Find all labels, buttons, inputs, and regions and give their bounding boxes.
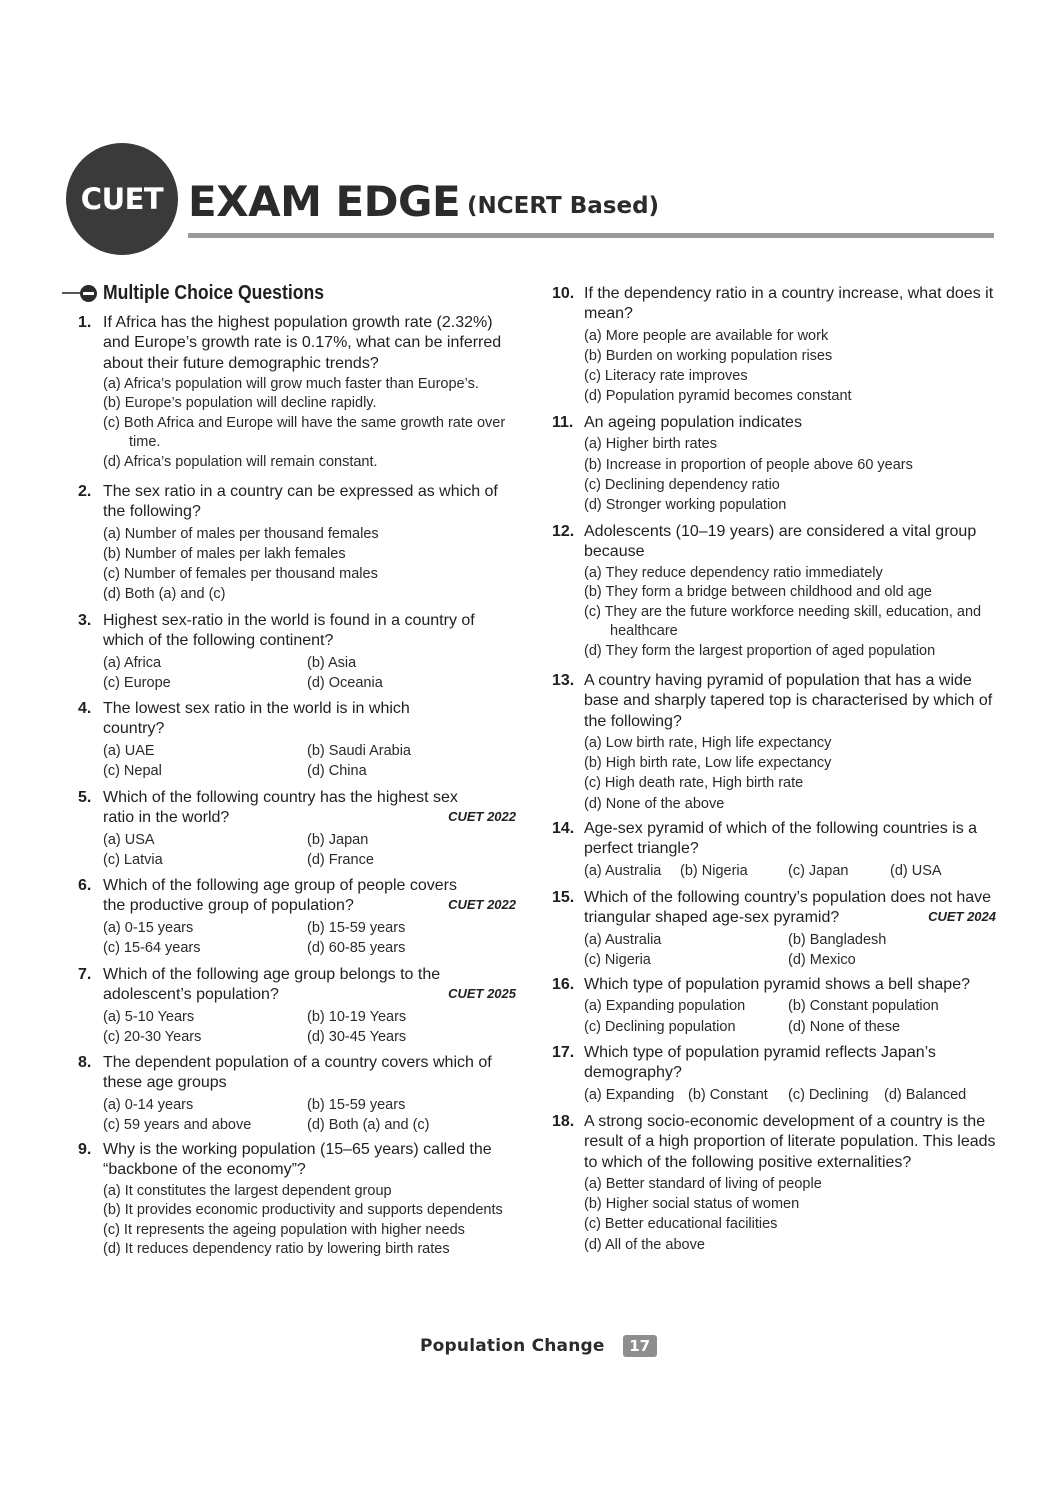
question-number: 6. [78, 877, 92, 894]
option: (a) More people are available for work [584, 327, 829, 344]
question-number: 15. [552, 889, 575, 906]
options [103, 741, 518, 782]
option: (a) Australia [584, 862, 662, 879]
section-title: Multiple Choice Questions [103, 281, 325, 304]
option: (a) Higher birth rates [584, 436, 717, 453]
question-number: 12. [552, 523, 575, 540]
options [584, 1085, 998, 1105]
option: (d) Oceania [307, 674, 383, 691]
option: (d) Population pyramid becomes constant [584, 388, 852, 405]
option: (d) China [307, 762, 367, 779]
question-17 [552, 1043, 998, 1105]
question-9 [78, 1140, 518, 1260]
question-text-content: Which of the following age group belongs to the adolescent’s population? [103, 966, 441, 1004]
options [584, 733, 998, 814]
question-10 [552, 284, 998, 407]
option: (c) Declining population [584, 1018, 736, 1035]
option: (a) Africa’s population will grow much faster than Europe’s. [103, 375, 479, 392]
option: (d) Both (a) and (c) [103, 586, 226, 603]
chapter-title: Population Change [420, 1336, 605, 1356]
options [584, 1174, 998, 1255]
page-footer [420, 1335, 657, 1357]
question-number: 11. [552, 414, 574, 431]
option: (a) 0-14 years [103, 1096, 194, 1113]
question-14 [552, 819, 998, 881]
options [584, 996, 998, 1037]
option: (b) Constant population [788, 998, 939, 1015]
option: (a) Expanding population [584, 998, 746, 1015]
question-number: 2. [78, 483, 92, 500]
question-text [103, 876, 518, 917]
option: (b) Higher social status of women [584, 1196, 800, 1213]
question-5 [78, 788, 518, 870]
option: (b) Number of males per lakh females [103, 545, 346, 562]
question-text: Adolescents (10–19 years) are considered a vital group because [584, 523, 977, 561]
question-text: The dependent population of a country covers which of these age groups [103, 1054, 492, 1092]
option: (c) Latvia [103, 851, 163, 868]
option: (d) Mexico [788, 951, 856, 968]
question-text: A country having pyramid of population that has a wide base and sharply tapered top is characterised by which of the following? [584, 672, 993, 730]
option: (c) 20-30 Years [103, 1028, 202, 1045]
question-number: 3. [78, 612, 92, 629]
question-text: If the dependency ratio in a country increase, what does it mean? [584, 285, 994, 323]
option: (d) None of the above [584, 795, 725, 812]
options [103, 524, 518, 605]
option: (d) All of the above [584, 1236, 705, 1253]
option: (c) 59 years and above [103, 1116, 252, 1133]
options [584, 861, 998, 881]
options [103, 918, 518, 959]
question-8 [78, 1053, 518, 1135]
options [584, 564, 998, 662]
exam-tag: CUET 2025 [448, 986, 516, 1002]
option: (b) Constant [688, 1086, 768, 1103]
option: (c) Number of females per thousand males [103, 566, 378, 583]
option: (c) 15-64 years [103, 939, 201, 956]
option: (b) Burden on working population rises [584, 347, 833, 364]
exam-tag: CUET 2022 [448, 809, 516, 825]
question-text: A strong socio-economic development of a country is the result of a high proportion of literate population. This leads to which of the following positive externalities? [584, 1113, 996, 1171]
cuet-badge [66, 143, 178, 255]
question-7 [78, 965, 518, 1047]
question-2 [78, 482, 518, 605]
heading-line [62, 292, 80, 294]
question-number: 4. [78, 700, 92, 717]
option: (a) Africa [103, 654, 162, 671]
option: (c) High death rate, High birth rate [584, 775, 804, 792]
option: (c) Europe [103, 674, 171, 691]
option: (d) None of these [788, 1018, 901, 1035]
option: (a) UAE [103, 742, 155, 759]
option: (d) It reduces dependency ratio by lowering birth rates [103, 1241, 450, 1258]
option: (b) Nigeria [680, 862, 748, 879]
question-text: Why is the working population (15–65 years) called the “backbone of the economy”? [103, 1141, 492, 1179]
page-number: 17 [623, 1335, 657, 1357]
option: (a) USA [103, 831, 155, 848]
option: (c) Nepal [103, 762, 162, 779]
question-text: If Africa has the highest population growth rate (2.32%) and Europe’s growth rate is 0.17%, what can be inferred about their future demographic trends? [103, 314, 502, 372]
options [103, 653, 518, 694]
page-title: EXAM EDGE [188, 177, 461, 226]
question-text: Which type of population pyramid reflects Japan’s demography? [584, 1044, 936, 1082]
question-4 [78, 699, 518, 781]
question-number: 13. [552, 672, 575, 689]
option: (a) It constitutes the largest dependent group [103, 1182, 392, 1199]
question-text-content: Which of the following country has the highest sex ratio in the world? [103, 789, 458, 827]
option: (c) Better educational facilities [584, 1216, 778, 1233]
option: (b) High birth rate, Low life expectancy [584, 755, 832, 772]
options [103, 1007, 518, 1048]
option: (d) 60-85 years [307, 939, 406, 956]
question-text: Highest sex-ratio in the world is found in a country of which of the following continent? [103, 612, 475, 650]
option: (b) Bangladesh [788, 931, 887, 948]
question-text: An ageing population indicates [584, 414, 802, 431]
option: (b) Saudi Arabia [307, 742, 411, 759]
question-text: The lowest sex ratio in the world is in which country? [103, 700, 410, 738]
option: (b) They form a bridge between childhood and old age [584, 584, 932, 601]
option: (d) 30-45 Years [307, 1028, 407, 1045]
option: (a) Better standard of living of people [584, 1175, 822, 1192]
option: (a) Low birth rate, High life expectancy [584, 734, 832, 751]
options [103, 1095, 518, 1136]
question-number: 7. [78, 966, 92, 983]
option: (b) Europe’s population will decline rapidly. [103, 395, 377, 412]
option: (b) Asia [307, 654, 357, 671]
option: (c) Declining [788, 1086, 869, 1103]
option: (b) 10-19 Years [307, 1008, 407, 1025]
option: (d) They form the largest proportion of aged population [584, 642, 936, 659]
options [584, 930, 998, 971]
options [103, 375, 518, 473]
question-number: 5. [78, 789, 92, 806]
question-12 [552, 522, 998, 661]
option: (a) Number of males per thousand females [103, 525, 379, 542]
question-11 [552, 413, 998, 515]
question-text-content: Which of the following country’s population does not have triangular shaped age-sex pyramid? [584, 889, 992, 927]
question-number: 8. [78, 1054, 92, 1071]
option: (a) Australia [584, 931, 662, 948]
question-16 [552, 975, 998, 1037]
option: (a) They reduce dependency ratio immediately [584, 564, 883, 581]
option: (a) Expanding [584, 1086, 675, 1103]
exam-tag: CUET 2024 [928, 909, 996, 925]
options [584, 434, 998, 515]
option: (c) Both Africa and Europe will have the same growth rate over time. [103, 414, 506, 451]
options [103, 830, 518, 871]
question-18 [552, 1112, 998, 1255]
question-text [584, 888, 998, 929]
minus-circle-icon [80, 285, 97, 302]
option: (d) Balanced [884, 1086, 967, 1103]
question-text-content: Which of the following age group of people covers the productive group of population? [103, 877, 457, 915]
option: (d) Both (a) and (c) [307, 1116, 430, 1133]
option: (b) 15-59 years [307, 1096, 406, 1113]
option: (d) USA [890, 862, 942, 879]
option: (c) Declining dependency ratio [584, 476, 780, 493]
section-heading [62, 281, 354, 305]
option: (c) They are the future workforce needing skill, education, and healthcare [584, 603, 982, 640]
header-rule [188, 233, 994, 238]
option: (b) 15-59 years [307, 919, 406, 936]
question-1 [78, 313, 518, 472]
option: (a) 5-10 Years [103, 1008, 195, 1025]
question-text [103, 788, 518, 829]
question-number: 17. [552, 1044, 575, 1061]
question-number: 18. [552, 1113, 575, 1130]
option: (d) Africa’s population will remain constant. [103, 453, 378, 470]
question-3 [78, 611, 518, 693]
page-subtitle: (NCERT Based) [467, 193, 660, 219]
question-number: 1. [78, 314, 92, 331]
option: (b) Increase in proportion of people above 60 years [584, 456, 913, 473]
option: (c) Literacy rate improves [584, 368, 748, 385]
question-6 [78, 876, 518, 958]
option: (c) Nigeria [584, 951, 651, 968]
question-number: 14. [552, 820, 575, 837]
question-text: Which type of population pyramid shows a bell shape? [584, 976, 970, 993]
exam-tag: CUET 2022 [448, 897, 516, 913]
question-number: 16. [552, 976, 575, 993]
option: (d) Stronger working population [584, 497, 787, 514]
option: (b) It provides economic productivity and supports dependents [103, 1202, 503, 1219]
option: (c) Japan [788, 862, 849, 879]
question-15 [552, 888, 998, 970]
question-text: The sex ratio in a country can be expressed as which of the following? [103, 483, 498, 521]
question-text [103, 965, 518, 1006]
question-text: Age-sex pyramid of which of the following countries is a perfect triangle? [584, 820, 978, 858]
option: (b) Japan [307, 831, 369, 848]
options [584, 326, 998, 407]
option: (a) 0-15 years [103, 919, 194, 936]
option: (d) France [307, 851, 374, 868]
badge-label: CUET [80, 182, 164, 216]
question-number: 10. [552, 285, 575, 302]
question-13 [552, 671, 998, 814]
options [103, 1182, 518, 1260]
option: (c) It represents the ageing population with higher needs [103, 1221, 465, 1238]
question-number: 9. [78, 1141, 92, 1158]
